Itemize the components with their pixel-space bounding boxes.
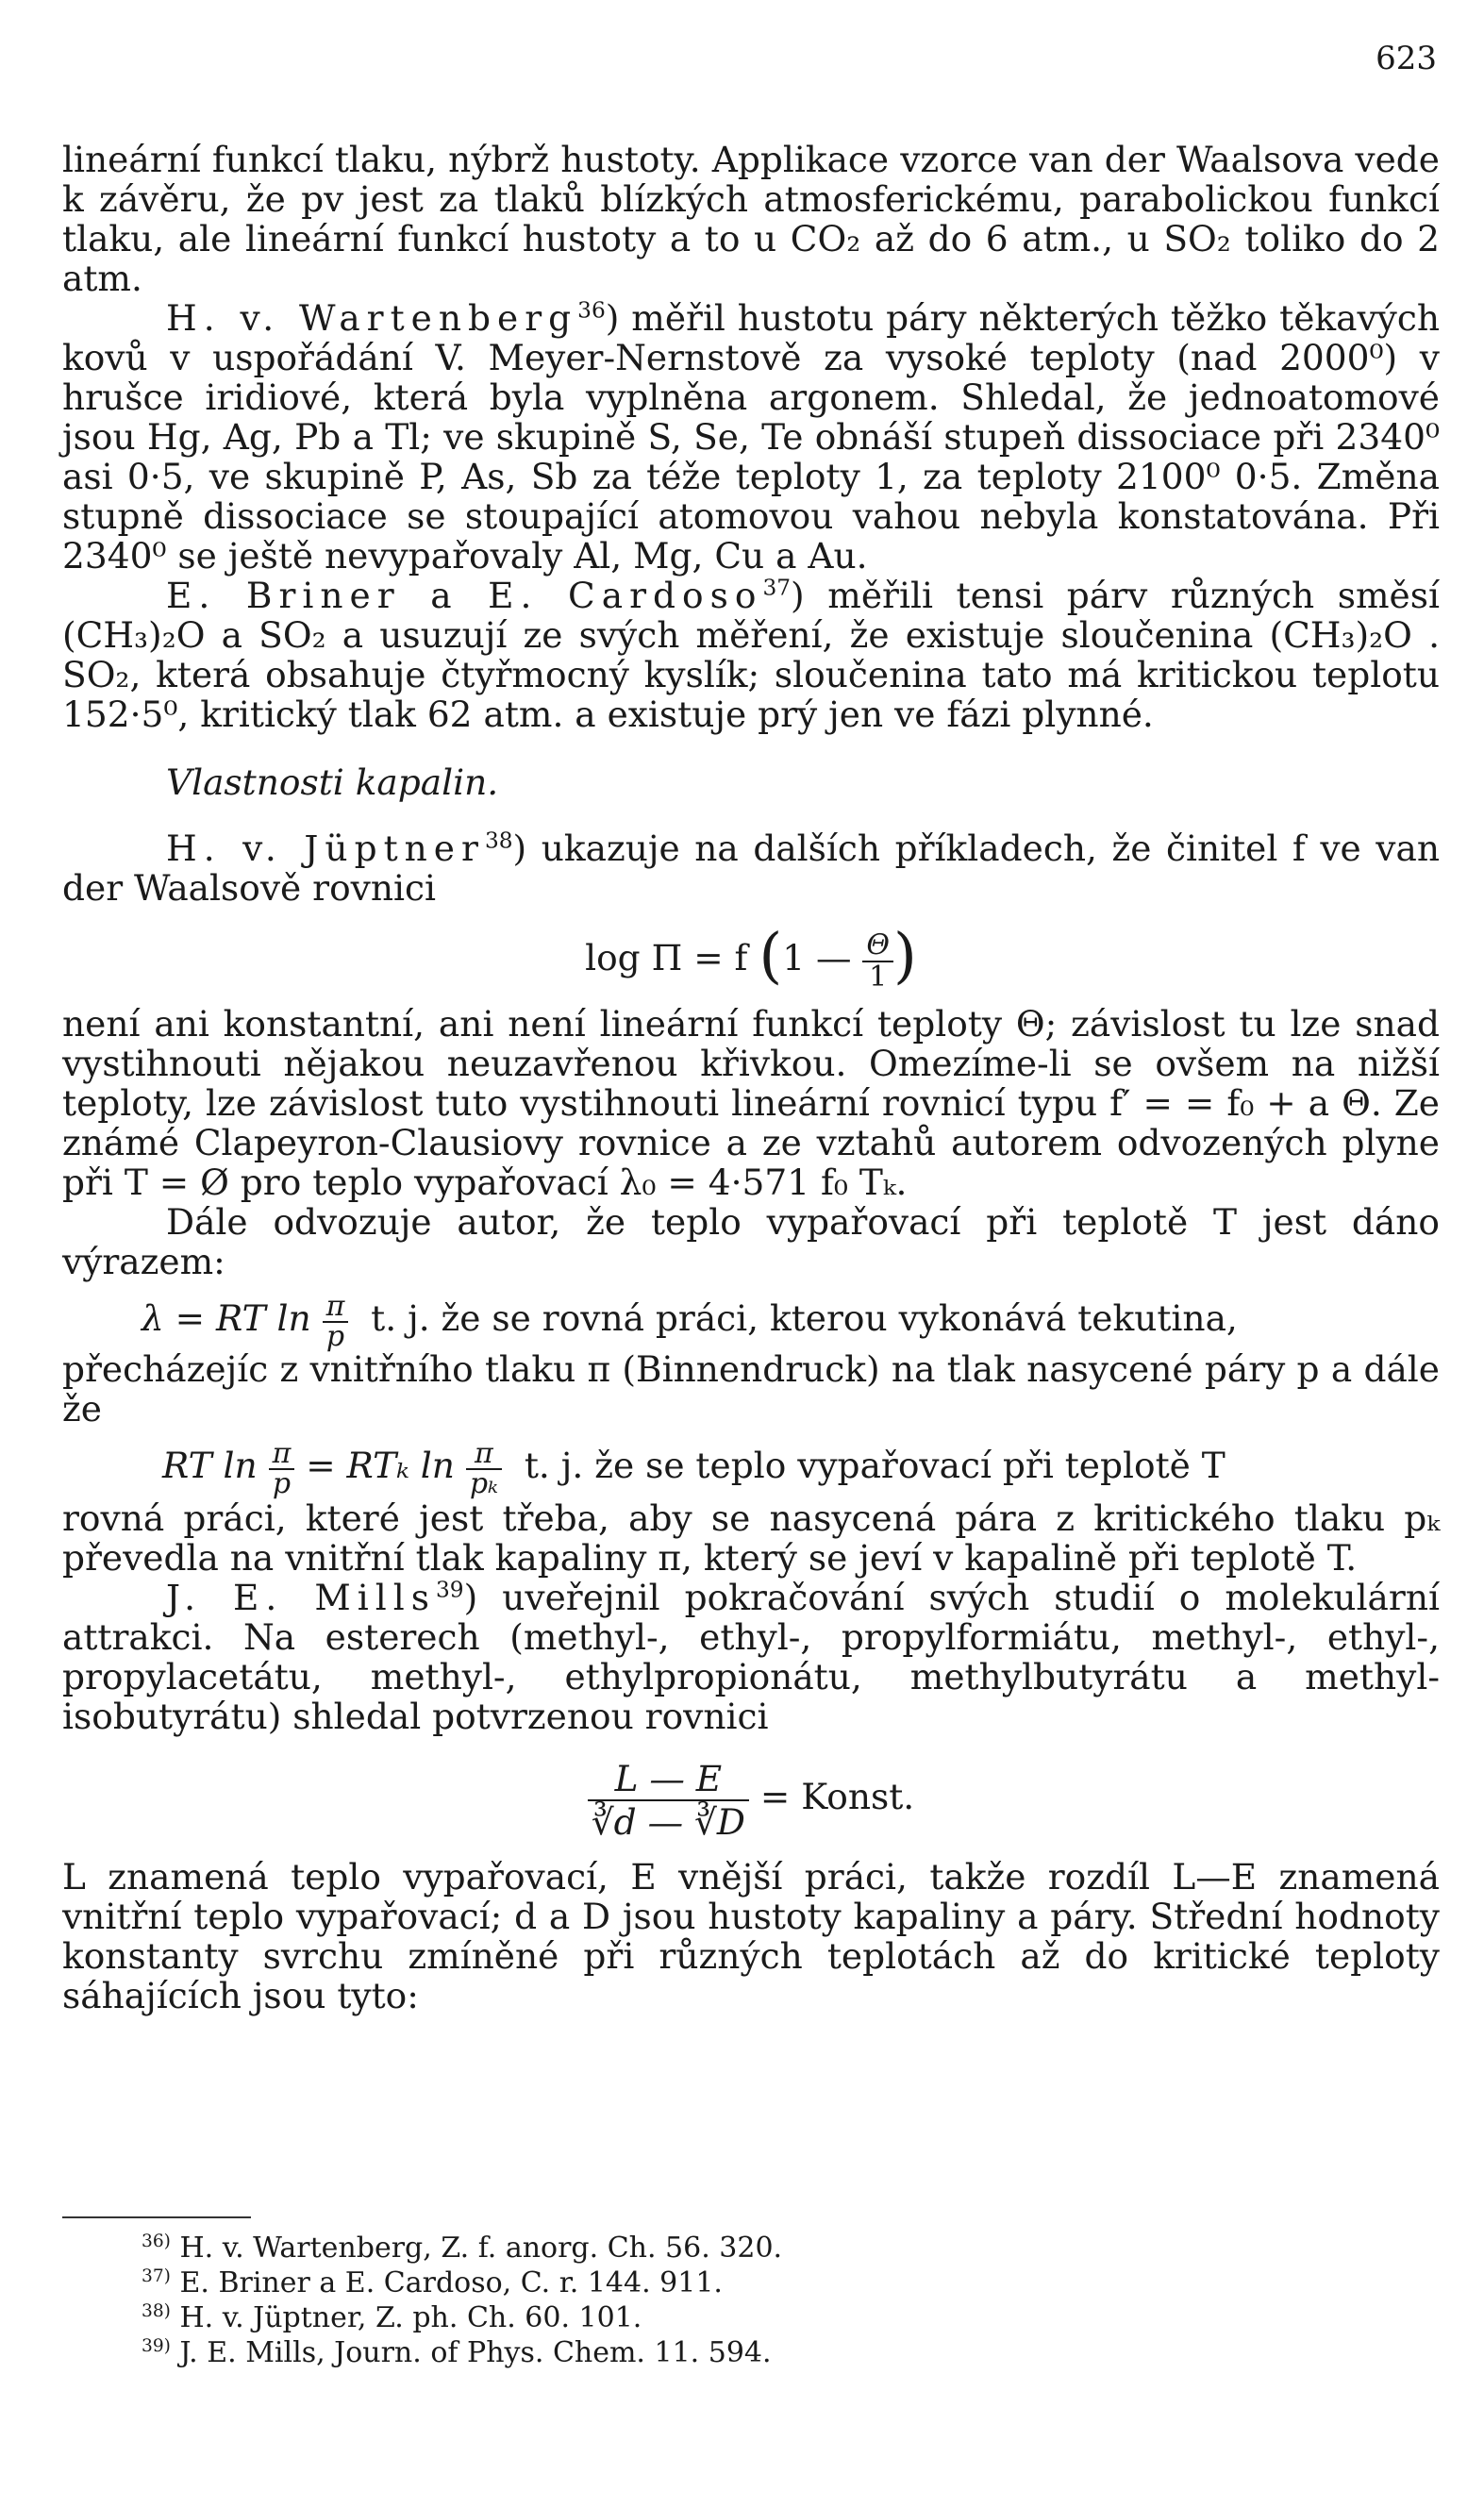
equation-1-lhs: log Π = f [585,937,748,978]
equation-2-text: t. j. že se rovná práci, kterou vykonává tekutina, [371,1297,1238,1339]
equation-2-denominator: p [325,1319,345,1353]
paragraph-3-text: měřili tensi párv různých směsí (CH₃)₂O a SO₂ a usuzují ze svých měření, že existuje sloučenina (CH₃)₂O . SO₂, která obsahuje čtyřmocný kyslík; sloučenina tato má kritickou teplotu 152·5⁰, kritický tlak 62 atm. a existuje prý jen ve fázi plynné. [62,575,1440,735]
paragraph-4-text: ukazuje na dalších příkladech, že činitel f ve van der Waalsově rovnici [62,828,1440,909]
author-wartenberg: H. v. Wartenberg [166,297,578,339]
subheading: Vlastnosti kapalin. [166,761,499,803]
equation-2-numerator: π [323,1293,349,1323]
equation-3-numerator-1: π [269,1440,295,1470]
paragraph-5: není ani konstantní, ani není lineární funkcí teploty Θ; závislost tu lze snad vystihnouti nějakou neuzavřenou křivkou. Omezíme-li se ovšem na nižší teploty, lze závislost tuto vystihnouti lineární rovnicí typu f′ = = f₀ + a Θ. Ze známé Clapeyron-Clausiovy rovnice a ze vztahů autorem odvozených plyne při T = Ø pro teplo vypařovací λ₀ = 4·571 f₀ Tₖ. [62,1003,1440,1203]
paragraph-4: H. v. Jüptner$^{38}$) ukazuje na dalších příkladech, že činitel f ve van der Waalsově rovnici [62,828,1440,909]
equation-3-part-a: RT ln [162,1445,258,1486]
equation-2-lhs: λ = RT ln [142,1297,311,1339]
equation-3-text: t. j. že se teplo vypařovací při teplotě T [524,1445,1226,1486]
equation-3-numerator-2: π [466,1440,502,1470]
equation-3-denominator-2: pₖ [469,1466,498,1500]
ref-37: 37 [762,575,792,601]
paragraph-9: J. E. Mills$^{39}$) uveřejnil pokračování svých studií o molekulární attrakci. Na esterech (methyl-, ethyl-, propylformiátu, methyl-, ethyl-, propylacetátu, methyl-, ethylpropionátu, methylbutyrátu a methyl-isobutyrátu) shledal potvrzenou rovnici [62,1577,1440,1737]
footnote-39 [142,2335,782,2370]
equation-3-fraction-2 [466,1436,502,1500]
equation-3-part-b: = RTₖ ln [306,1445,455,1486]
paragraph-2-text: měřil hustotu páry některých těžko těkavých kovů v uspořádání V. Meyer-Nernstově za vysoké teploty (nad 2000⁰) v hrušce iridiové, která byla vyplněna argonem. Shledal, že jednoatomové jsou Hg, Ag, Pb a Tl; ve skupině S, Se, Te obnáší stupeň dissociace při 2340⁰ asi 0·5, ve skupině P, As, Sb za téže teploty 1, za teploty 2100⁰ 0·5. Změna stupně dissociace se stoupající atomovou vahou nebyla konstatována. Při 2340⁰ se ještě nevypařovaly Al, Mg, Cu a Au. [62,297,1440,577]
paragraph-8: rovná práci, které jest třeba, aby se nasycená pára z kritického tlaku pₖ převedla na vnitřní tlak kapaliny π, který se jeví v kapalině při teplotě T. [62,1497,1440,1579]
equation-4-denominator: ∛d — ∛D [591,1800,745,1843]
paragraph-6: Dále odvozuje autor, že teplo vypařovací při teplotě T jest dáno výrazem: [62,1201,1440,1282]
footnote-ref: 36) [142,2232,171,2251]
footnote-ref: 38) [142,2301,171,2321]
footnote-text: E. Briner a E. Cardoso, C. r. 144. 911. [179,2266,723,2299]
footnote-rule [62,2216,251,2218]
equation-3-denominator-1: p [272,1466,292,1500]
equation-4-fraction [588,1758,749,1843]
equation-1-fraction [862,930,893,993]
footnote-38 [142,2300,782,2335]
equation-4 [62,1749,1440,1844]
equation-1-numerator: Θ [862,930,893,962]
equation-3 [162,1432,1440,1498]
author-mills: J. E. Mills [166,1577,436,1618]
page-number: 623 [1376,40,1437,77]
footnote-text: H. v. Wartenberg, Z. f. anorg. Ch. 56. 320. [179,2232,783,2265]
equation-1-denominator: 1 [869,960,888,994]
footnote-text: H. v. Jüptner, Z. ph. Ch. 60. 101. [179,2301,642,2334]
footnote-ref: 39) [142,2336,171,2356]
paragraph-3: E. Briner a E. Cardoso$^{37}$) měřili tensi párv různých směsí (CH₃)₂O a SO₂ a usuzují ze svých měření, že existuje sloučenina (CH₃)₂O . SO₂, která obsahuje čtyřmocný kyslík; sloučenina tato má kritickou teplotu 152·5⁰, kritický tlak 62 atm. a existuje prý jen ve fázi plynné. [62,575,1440,735]
equation-4-rhs: = Konst. [759,1776,915,1817]
paragraph-7: přecházejíc z vnitřního tlaku π (Binnendruck) na tlak nasycené páry p a dále že [62,1348,1440,1430]
footnote-text: J. E. Mills, Journ. of Phys. Chem. 11. 594. [179,2336,772,2369]
equation-1-paren-open: ( [759,921,783,992]
ref-38: 38 [484,828,513,854]
ref-39: 39 [435,1577,464,1603]
footnote-36 [142,2231,782,2266]
equation-1-paren-close: ) [893,921,917,992]
paragraph-2: H. v. Wartenberg$^{36}$) měřil hustotu páry některých těžko těkavých kovů v uspořádání V. Meyer-Nernstově za vysoké teploty (nad 2000⁰) v hrušce iridiové, která byla vyplněna argonem. Shledal, že jednoatomové jsou Hg, Ag, Pb a Tl; ve skupině S, Se, Te obnáší stupeň dissociace při 2340⁰ asi 0·5, ve skupině P, As, Sb za téže teploty 1, za teploty 2100⁰ 0·5. Změna stupně dissociace se stoupající atomovou vahou nebyla konstatována. Při 2340⁰ se ještě nevypařovaly Al, Mg, Cu a Au. [62,297,1440,577]
equation-4-numerator: L — E [588,1758,749,1801]
equation-1 [62,921,1440,995]
equation-2 [142,1287,1440,1353]
footnote-37 [142,2266,782,2300]
equation-2-fraction [323,1289,349,1353]
author-juptner: H. v. Jüptner [166,828,485,869]
body-text [62,140,1440,2015]
ref-36: 36 [577,297,606,324]
paragraph-1: lineární funkcí tlaku, nýbrž hustoty. Applikace vzorce van der Waalsova vede k závěru, že pv jest za tlaků blízkých atmosferickému, parabolickou funkcí tlaku, ale lineární funkcí hustoty a to u CO₂ až do 6 atm., u SO₂ toliko do 2 atm. [62,139,1440,299]
footnote-ref: 37) [142,2266,171,2286]
author-briner-cardoso: E. Briner a E. Cardoso [166,575,763,616]
equation-1-one: 1 — [782,937,852,978]
paragraph-9-text: uveřejnil pokračování svých studií o molekulární attrakci. Na esterech (methyl-, ethyl-, propylformiátu, methyl-, ethyl-, propylacetátu, methyl-, ethylpropionátu, methylbutyrátu a methyl-isobutyrátu) shledal potvrzenou rovnici [62,1577,1440,1737]
footnotes [142,2231,782,2370]
paragraph-10: L znamená teplo vypařovací, E vnější práci, takže rozdíl L—E znamená vnitřní teplo vypařovací; d a D jsou hustoty kapaliny a páry. Střední hodnoty konstanty svrchu zmíněné při různých teplotách až do kritické teploty sáhajících jsou tyto: [62,1856,1440,2016]
equation-3-fraction-1 [269,1436,295,1500]
